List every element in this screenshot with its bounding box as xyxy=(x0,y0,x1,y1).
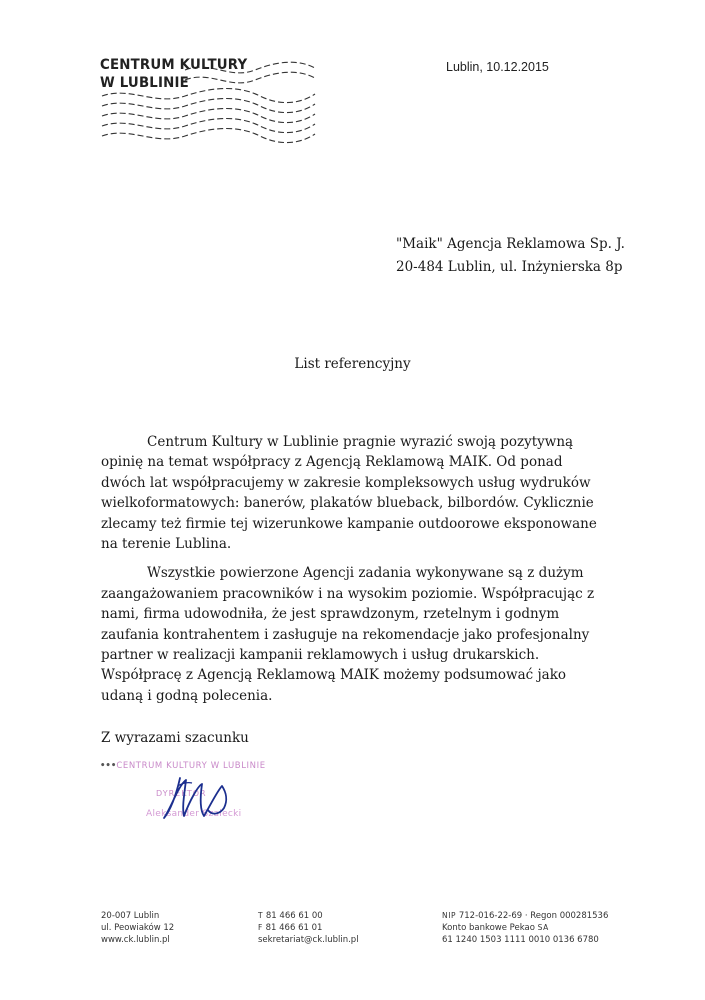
signature-icon xyxy=(100,756,300,836)
stamp-name: Aleksander Szalecki xyxy=(146,809,242,819)
recipient-name: "Maik" Agencja Reklamowa Sp. J. xyxy=(396,236,625,252)
footer-bank: Konto bankowe Pekao SA xyxy=(442,923,549,933)
stamp-title: DYREKTOR xyxy=(156,789,207,798)
footer-phone: T 81 466 61 00 xyxy=(258,911,323,921)
recipient-street: 20-484 Lublin, ul. Inżynierska 8p xyxy=(396,259,623,275)
body-paragraph-2: Wszystkie powierzone Agencji zadania wykonywane są z dużym zaangażowaniem pracowników i na wysokim poziomie. Współpracując z nami, firma udowodniła, że jest sprawdzonym, rzetelnym i godnym zaufania kontrahentem i zasługuje na rekomendacje jako profesjonalny partner w realizacji kampanii reklamowych i usług drukarskich. Współpracę z Agencją Reklamową MAIK możemy podsumować jako udaną i godną polecenia. xyxy=(101,565,595,704)
letter-subject: List referencyjny xyxy=(294,356,411,372)
footer-registration xyxy=(442,910,608,946)
footer-website: www.ck.lublin.pl xyxy=(101,935,170,945)
letter-date: Lublin, 10.12.2015 xyxy=(446,60,549,74)
recipient-address xyxy=(396,233,625,279)
footer-city: 20-007 Lublin xyxy=(101,911,160,921)
closing-phrase: Z wyrazami szacunku xyxy=(101,730,249,746)
footer-account: 61 1240 1503 1111 0010 0136 6780 xyxy=(442,935,599,945)
organization-logo xyxy=(100,56,320,156)
footer-fax: F 81 466 61 01 xyxy=(258,923,323,933)
logo-text-line2: W LUBLINIE xyxy=(100,75,189,91)
footer-address xyxy=(101,910,174,946)
footer-street: ul. Peowiaków 12 xyxy=(101,923,175,933)
logo-text-line1: CENTRUM KULTURY xyxy=(100,57,248,73)
stamp-organization: •••CENTRUM KULTURY W LUBLINIE xyxy=(100,761,266,771)
official-stamp xyxy=(100,756,300,836)
footer-contact xyxy=(258,910,359,946)
letter-body xyxy=(101,432,609,715)
footer-email: sekretariat@ck.lublin.pl xyxy=(258,935,359,945)
body-paragraph-1: Centrum Kultury w Lublinie pragnie wyrazić swoją pozytywną opinię na temat współpracy z Agencją Reklamową MAIK. Od ponad dwóch lat współpracujemy w zakresie kompleksowych usług wydruków wielkoformatowych: banerów, plakatów blueback, bilbordów. Cyklicznie zlecamy też firmie tej wizerunkowe kampanie outdoorowe eksponowane na terenie Lublina. xyxy=(101,434,597,553)
footer-nip-regon: NIP 712-016-22-69 · Regon 000281536 xyxy=(442,911,609,921)
